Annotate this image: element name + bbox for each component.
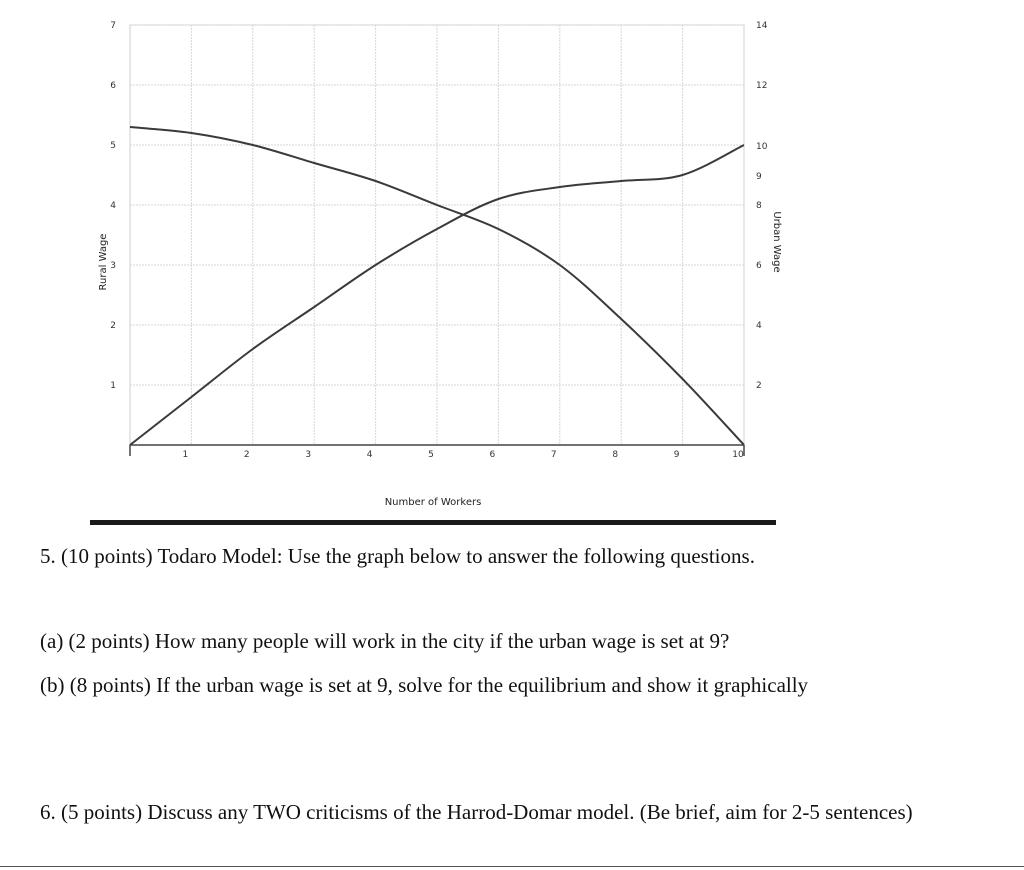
x-tick-label: 3	[305, 450, 312, 460]
left-tick-label: 2	[110, 321, 116, 331]
right-axis-title: Urban Wage	[771, 211, 782, 273]
x-tick-label: 4	[366, 450, 373, 460]
right-tick-label: 12	[756, 81, 768, 91]
left-tick-label: 4	[110, 201, 116, 211]
right-tick-labels	[756, 21, 768, 391]
left-tick-label: 6	[110, 81, 116, 91]
x-tick-label: 8	[612, 450, 619, 460]
right-tick-label: 9	[756, 172, 762, 182]
x-tick-label: 1	[182, 450, 189, 460]
x-tick-label: 6	[489, 450, 496, 460]
left-tick-label: 5	[110, 141, 116, 151]
left-axis-title: Rural Wage	[98, 233, 109, 291]
right-tick-label: 8	[756, 201, 762, 211]
x-tick-label: 10	[732, 450, 744, 460]
right-tick-label: 2	[756, 381, 762, 391]
page-bottom-border	[0, 866, 1024, 867]
question-5b: (b) (8 points) If the urban wage is set at 9, solve for the equilibrium and show it graphically	[40, 673, 809, 697]
left-tick-label: 1	[110, 381, 116, 391]
right-tick-label: 6	[756, 261, 762, 271]
question-6: 6. (5 points) Discuss any TWO criticisms of the Harrod-Domar model. (Be brief, aim for 2-5 sentences)	[40, 800, 913, 824]
left-tick-label: 3	[110, 261, 116, 271]
x-tick-label: 7	[550, 450, 557, 460]
chart-grid	[130, 25, 744, 445]
right-tick-label: 10	[756, 142, 768, 152]
x-tick-labels	[183, 450, 744, 460]
right-tick-label: 14	[756, 21, 768, 31]
x-axis-title: Number of Workers	[384, 497, 482, 508]
question-5-title: 5. (10 points) Todaro Model: Use the graph below to answer the following questions.	[40, 544, 755, 568]
right-tick-label: 4	[756, 321, 762, 331]
x-tick-label: 5	[428, 450, 434, 460]
left-tick-labels	[110, 21, 116, 391]
x-tick-label: 9	[673, 450, 680, 460]
x-tick-label: 2	[243, 450, 250, 460]
question-5a: (a) (2 points) How many people will work in the city if the urban wage is set at 9?	[40, 629, 730, 653]
left-tick-label: 7	[110, 21, 116, 31]
section-divider	[90, 520, 776, 525]
